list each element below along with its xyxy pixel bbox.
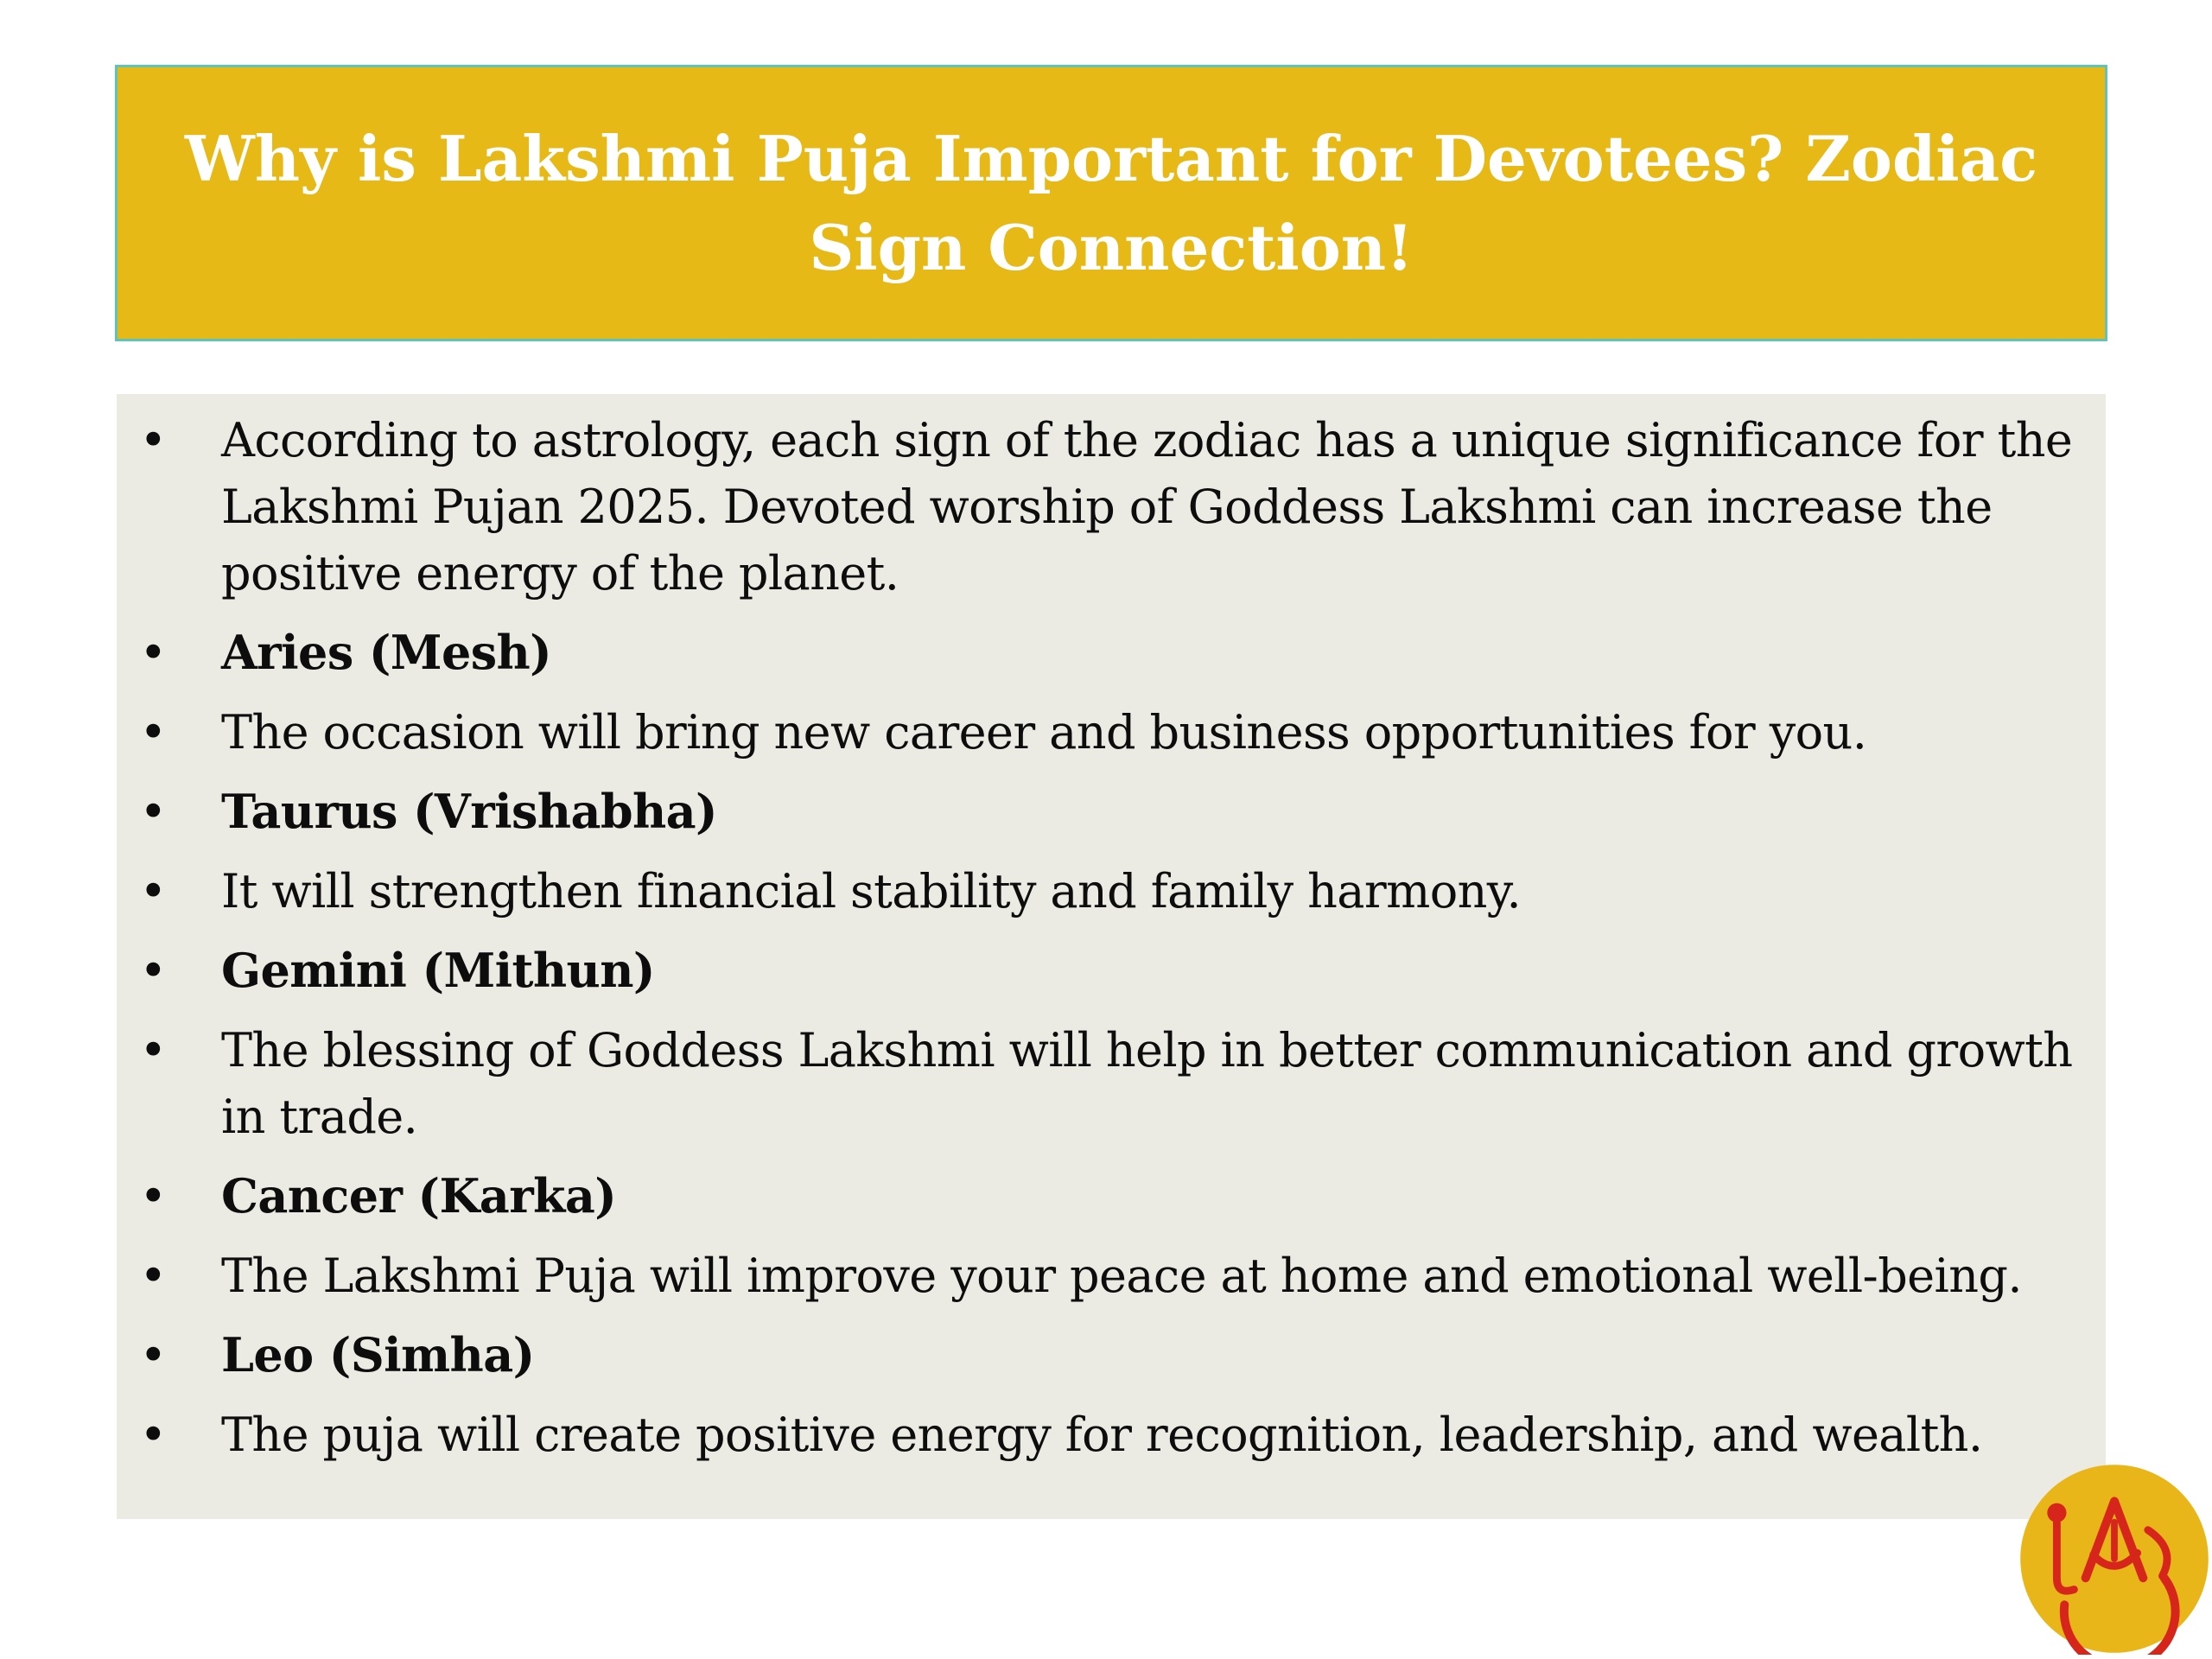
bullet-text: It will strengthen financial stability and family harmony. [221, 864, 1522, 918]
bullet-text: The occasion will bring new career and business opportunities for you. [221, 705, 1867, 760]
bullet-text: The Lakshmi Puja will improve your peace at home and emotional well-being. [221, 1249, 2022, 1303]
slide-title-banner [115, 65, 2107, 341]
brand-logo-icon [2018, 1463, 2210, 1655]
bullet-item-leo-heading [117, 1322, 2106, 1389]
bullet-dot: • [139, 1169, 167, 1224]
bullet-dot: • [139, 626, 167, 680]
bullet-dot: • [139, 705, 167, 760]
slide-content-panel [117, 394, 2106, 1519]
bullet-item-aries-heading [117, 620, 2106, 686]
bullet-text: Gemini (Mithun) [221, 943, 655, 998]
bullet-dot: • [139, 1023, 167, 1077]
bullet-item-leo-text [117, 1402, 2106, 1468]
slide-title: Why is Lakshmi Puja Important for Devotees? Zodiac Sign Connection! [184, 122, 2038, 284]
bullet-item-cancer-heading [117, 1163, 2106, 1230]
bullet-text: The puja will create positive energy for recognition, leadership, and wealth. [221, 1408, 1983, 1462]
bullet-dot: • [139, 864, 167, 918]
bullet-item-taurus-heading [117, 779, 2106, 845]
bullet-item-gemini-heading [117, 938, 2106, 1004]
bullet-text: According to astrology, each sign of the zodiac has a unique significance for the Lakshmi Pujan 2025. Devoted worship of Goddess Lakshmi can increase the positive energy of the planet. [221, 413, 2073, 601]
bullet-dot: • [139, 1408, 167, 1462]
bullet-dot: • [139, 944, 167, 998]
bullet-item-cancer-text [117, 1243, 2106, 1309]
bullet-item-intro [117, 407, 2106, 607]
bullet-text: Cancer (Karka) [221, 1168, 617, 1224]
bullet-text: Taurus (Vrishabha) [221, 784, 717, 839]
bullet-dot: • [139, 785, 167, 839]
bullet-item-gemini-text [117, 1017, 2106, 1150]
bullet-item-aries-text [117, 699, 2106, 766]
bullet-dot: • [139, 1249, 167, 1303]
bullet-text: The blessing of Goddess Lakshmi will help in better communication and growth in trade. [221, 1023, 2073, 1144]
brand-logo-svg [2018, 1463, 2210, 1655]
bullet-dot: • [139, 413, 167, 467]
bullet-list [117, 407, 2106, 1481]
bullet-text: Aries (Mesh) [221, 625, 552, 680]
bullet-dot: • [139, 1328, 167, 1382]
bullet-text: Leo (Simha) [221, 1327, 535, 1382]
bullet-item-taurus-text [117, 858, 2106, 925]
